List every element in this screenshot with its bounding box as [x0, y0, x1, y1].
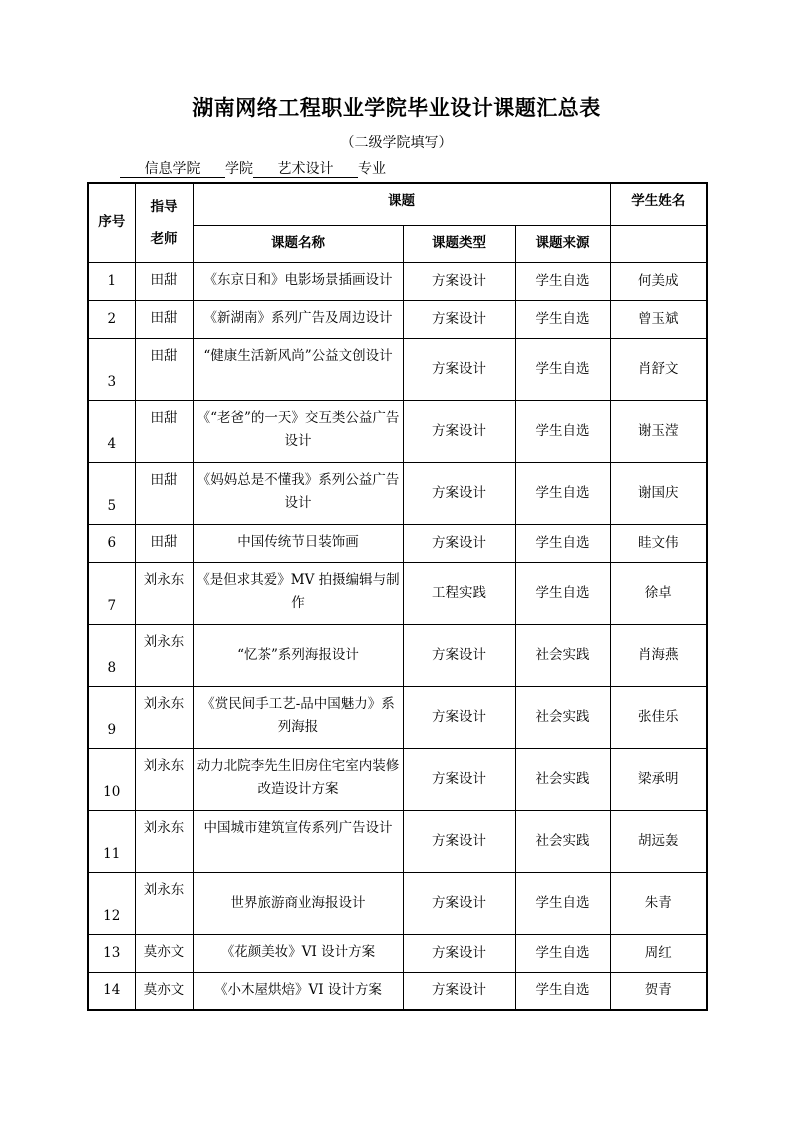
cell-type: 方案设计: [403, 810, 515, 872]
cell-teacher: 莫亦文: [135, 972, 193, 1010]
college-major-line: [120, 161, 386, 178]
cell-topic: 《花颜美妆》VI 设计方案: [193, 934, 403, 972]
cell-type: 方案设计: [403, 872, 515, 934]
header-topic-source: 课题来源: [515, 225, 610, 262]
table-row: [88, 972, 707, 1010]
cell-index: 1: [88, 262, 135, 300]
table-row: [88, 934, 707, 972]
major-field: 艺术设计: [253, 161, 358, 178]
cell-teacher: 田甜: [135, 524, 193, 562]
cell-source: 学生自选: [515, 300, 610, 338]
cell-topic: 《东京日和》电影场景插画设计: [193, 262, 403, 300]
cell-source: 学生自选: [515, 462, 610, 524]
cell-teacher: 莫亦文: [135, 934, 193, 972]
header-topic-type: 课题类型: [403, 225, 515, 262]
document-title: 湖南网络工程职业学院毕业设计课题汇总表: [192, 95, 601, 120]
cell-student: 胡远轰: [610, 810, 707, 872]
cell-topic: 《“老爸”的一天》交互类公益广告设计: [193, 400, 403, 462]
cell-student: 何美成: [610, 262, 707, 300]
table-row: [88, 338, 707, 400]
cell-teacher: 田甜: [135, 462, 193, 524]
header-topic-name: 课题名称: [193, 225, 403, 262]
cell-topic: 世界旅游商业海报设计: [193, 872, 403, 934]
cell-student: 肖海燕: [610, 624, 707, 686]
cell-topic: 《妈妈总是不懂我》系列公益广告设计: [193, 462, 403, 524]
cell-teacher: 刘永东: [135, 748, 193, 810]
cell-type: 方案设计: [403, 524, 515, 562]
cell-source: 社会实践: [515, 624, 610, 686]
cell-teacher: 刘永东: [135, 810, 193, 872]
cell-type: 方案设计: [403, 400, 515, 462]
cell-topic: 动力北院李先生旧房住宅室内装修改造设计方案: [193, 748, 403, 810]
cell-topic: “健康生活新风尚”公益文创设计: [193, 338, 403, 400]
cell-type: 方案设计: [403, 686, 515, 748]
cell-source: 社会实践: [515, 686, 610, 748]
table-row: [88, 462, 707, 524]
cell-teacher: 刘永东: [135, 872, 193, 934]
table-row: [88, 524, 707, 562]
cell-source: 学生自选: [515, 400, 610, 462]
cell-source: 学生自选: [515, 524, 610, 562]
header-teacher: [135, 183, 193, 262]
cell-index: 3: [88, 338, 135, 400]
cell-type: 方案设计: [403, 748, 515, 810]
header-teacher-line2: 老师: [150, 230, 178, 247]
cell-teacher: 田甜: [135, 300, 193, 338]
college-field: 信息学院: [120, 161, 225, 178]
table-row: [88, 810, 707, 872]
cell-type: 方案设计: [403, 624, 515, 686]
table-row: [88, 872, 707, 934]
cell-type: 方案设计: [403, 934, 515, 972]
header-student-blank: [610, 225, 707, 262]
cell-type: 方案设计: [403, 462, 515, 524]
cell-student: 谢国庆: [610, 462, 707, 524]
cell-topic: 中国传统节日装饰画: [193, 524, 403, 562]
cell-index: 9: [88, 686, 135, 748]
cell-index: 12: [88, 872, 135, 934]
cell-teacher: 田甜: [135, 262, 193, 300]
cell-teacher: 刘永东: [135, 562, 193, 624]
header-topic-group: 课题: [193, 183, 610, 225]
cell-student: 谢玉滢: [610, 400, 707, 462]
table-row: [88, 748, 707, 810]
cell-topic: 《赏民间手工艺-品中国魅力》系列海报: [193, 686, 403, 748]
cell-student: 眭文伟: [610, 524, 707, 562]
cell-source: 学生自选: [515, 934, 610, 972]
cell-student: 张佳乐: [610, 686, 707, 748]
cell-topic: 《新湖南》系列广告及周边设计: [193, 300, 403, 338]
cell-student: 周红: [610, 934, 707, 972]
cell-source: 学生自选: [515, 562, 610, 624]
table-row: [88, 624, 707, 686]
cell-student: 徐卓: [610, 562, 707, 624]
cell-type: 方案设计: [403, 300, 515, 338]
cell-student: 曾玉斌: [610, 300, 707, 338]
table-row: [88, 300, 707, 338]
cell-source: 学生自选: [515, 262, 610, 300]
cell-teacher: 刘永东: [135, 686, 193, 748]
header-teacher-line1: 指导: [150, 198, 178, 215]
college-suffix: 学院: [225, 161, 253, 177]
cell-type: 方案设计: [403, 262, 515, 300]
cell-index: 5: [88, 462, 135, 524]
cell-index: 8: [88, 624, 135, 686]
header-index: 序号: [88, 183, 135, 262]
cell-student: 梁承明: [610, 748, 707, 810]
cell-type: 工程实践: [403, 562, 515, 624]
cell-teacher: 田甜: [135, 400, 193, 462]
cell-topic: “忆茶”系列海报设计: [193, 624, 403, 686]
cell-source: 学生自选: [515, 872, 610, 934]
cell-index: 2: [88, 300, 135, 338]
table-body: [88, 262, 707, 1010]
cell-index: 10: [88, 748, 135, 810]
header-student: 学生姓名: [610, 183, 707, 225]
cell-index: 14: [88, 972, 135, 1010]
cell-index: 6: [88, 524, 135, 562]
table-row: [88, 400, 707, 462]
document-subtitle: （二级学院填写）: [340, 135, 453, 151]
cell-student: 贺青: [610, 972, 707, 1010]
major-suffix: 专业: [358, 161, 386, 177]
table-row: [88, 262, 707, 300]
cell-source: 社会实践: [515, 810, 610, 872]
cell-type: 方案设计: [403, 972, 515, 1010]
cell-index: 7: [88, 562, 135, 624]
cell-student: 朱青: [610, 872, 707, 934]
cell-source: 学生自选: [515, 972, 610, 1010]
cell-teacher: 刘永东: [135, 624, 193, 686]
cell-teacher: 田甜: [135, 338, 193, 400]
cell-index: 13: [88, 934, 135, 972]
cell-topic: 《小木屋烘焙》VI 设计方案: [193, 972, 403, 1010]
cell-topic: 《是但求其爱》MV 拍摄编辑与制作: [193, 562, 403, 624]
table-row: [88, 562, 707, 624]
cell-topic: 中国城市建筑宣传系列广告设计: [193, 810, 403, 872]
cell-source: 社会实践: [515, 748, 610, 810]
cell-index: 11: [88, 810, 135, 872]
cell-index: 4: [88, 400, 135, 462]
table-row: [88, 686, 707, 748]
cell-student: 肖舒文: [610, 338, 707, 400]
cell-source: 学生自选: [515, 338, 610, 400]
topics-table: [87, 182, 708, 1011]
cell-type: 方案设计: [403, 338, 515, 400]
